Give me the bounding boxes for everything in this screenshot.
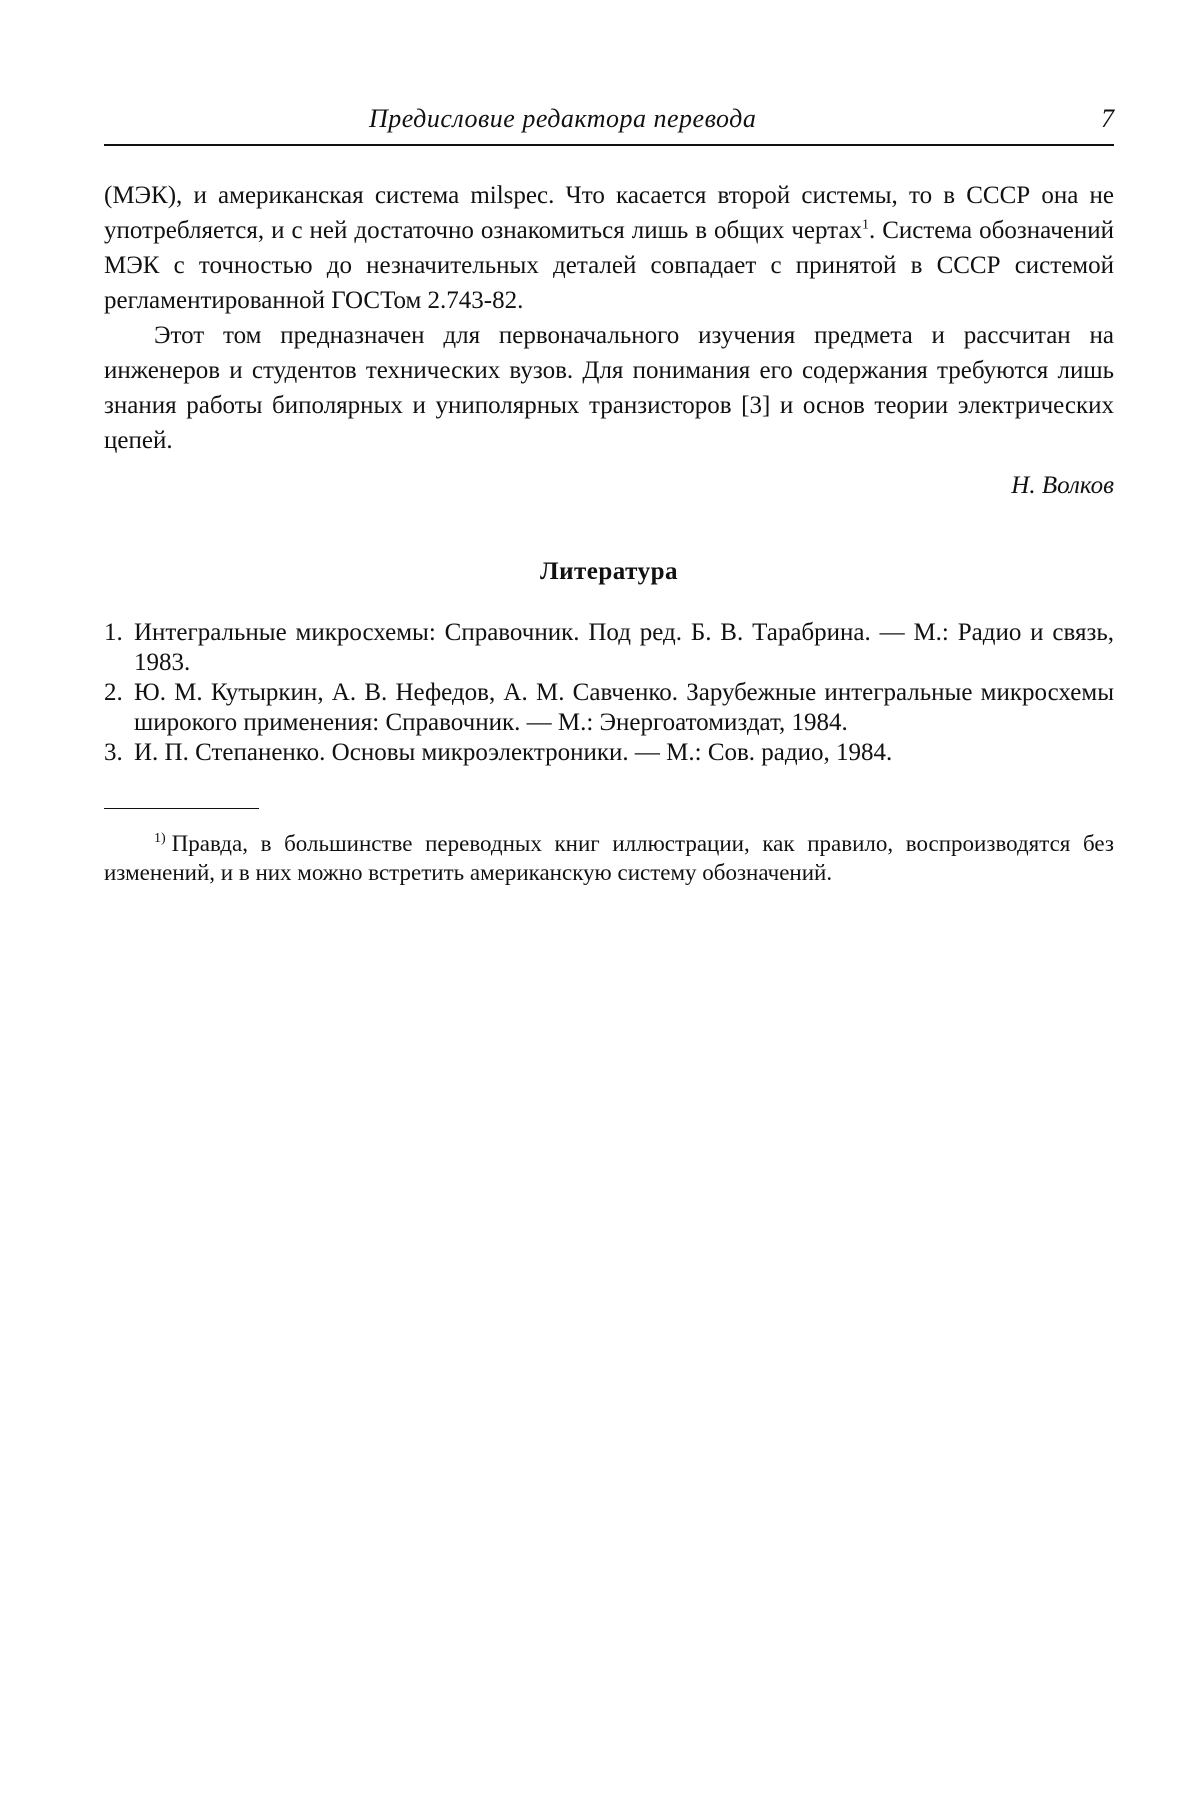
paragraph-1-text-end: . Система обозначений МЭК с точностью до незначительных деталей совпадает с принятой в СССР системой регламентированной ГОСТом 2.743-82.	[104, 217, 1115, 314]
footnote-marker: 1)	[154, 831, 166, 847]
reference-list	[104, 618, 1114, 768]
reference-text: И. П. Степаненко. Основы микроэлектроники. — М.: Сов. радио, 1984.	[134, 739, 893, 766]
paragraph-1-text-start: (МЭК), и американская система milspec. Что касается второй системы, то в СССР она не употребляется, и с ней достаточно ознакомиться лишь в общих чертах	[104, 182, 1114, 244]
footnote-divider	[104, 808, 259, 809]
footnote	[104, 829, 1114, 887]
page-number: 7	[1101, 104, 1114, 133]
reference-text: Ю. М. Кутыркин, А. В. Нефедов, А. М. Савченко. Зарубежные интегральные микросхемы широкого применения: Справочник. — М.: Энергоатомиздат, 1984.	[134, 679, 1114, 736]
reference-number: 2.	[104, 679, 123, 706]
reference-number: 3.	[104, 739, 123, 766]
footnote-text: Правда, в большинстве переводных книг иллюстрации, как правило, воспроизводятся без изменений, и в них можно встретить американскую систему обозначений.	[104, 831, 1114, 885]
body-paragraph-2: Этот том предназначен для первоначального изучения предмета и рассчитан на инженеров и студентов технических вузов. Для понимания его содержания требуются лишь знания работы биполярных и униполярных транзисторов [3] и основ теории электрических цепей.	[104, 322, 1114, 454]
reference-text: Интегральные микросхемы: Справочник. Под ред. Б. В. Тарабрина. — М.: Радио и связь, 1983.	[134, 619, 1114, 676]
editor-signature: Н. Волков	[1011, 472, 1114, 499]
running-title: Предисловие редактора перевода	[369, 104, 757, 133]
footnote-reference: 1	[862, 217, 869, 233]
document-page	[104, 104, 1114, 887]
literature-heading: Литература	[539, 558, 679, 585]
reference-number: 1.	[104, 619, 123, 646]
body-paragraph-1	[104, 178, 1114, 318]
reference-item	[104, 618, 1114, 678]
reference-item	[104, 678, 1114, 738]
reference-item	[104, 738, 1114, 768]
running-header	[104, 104, 1114, 146]
